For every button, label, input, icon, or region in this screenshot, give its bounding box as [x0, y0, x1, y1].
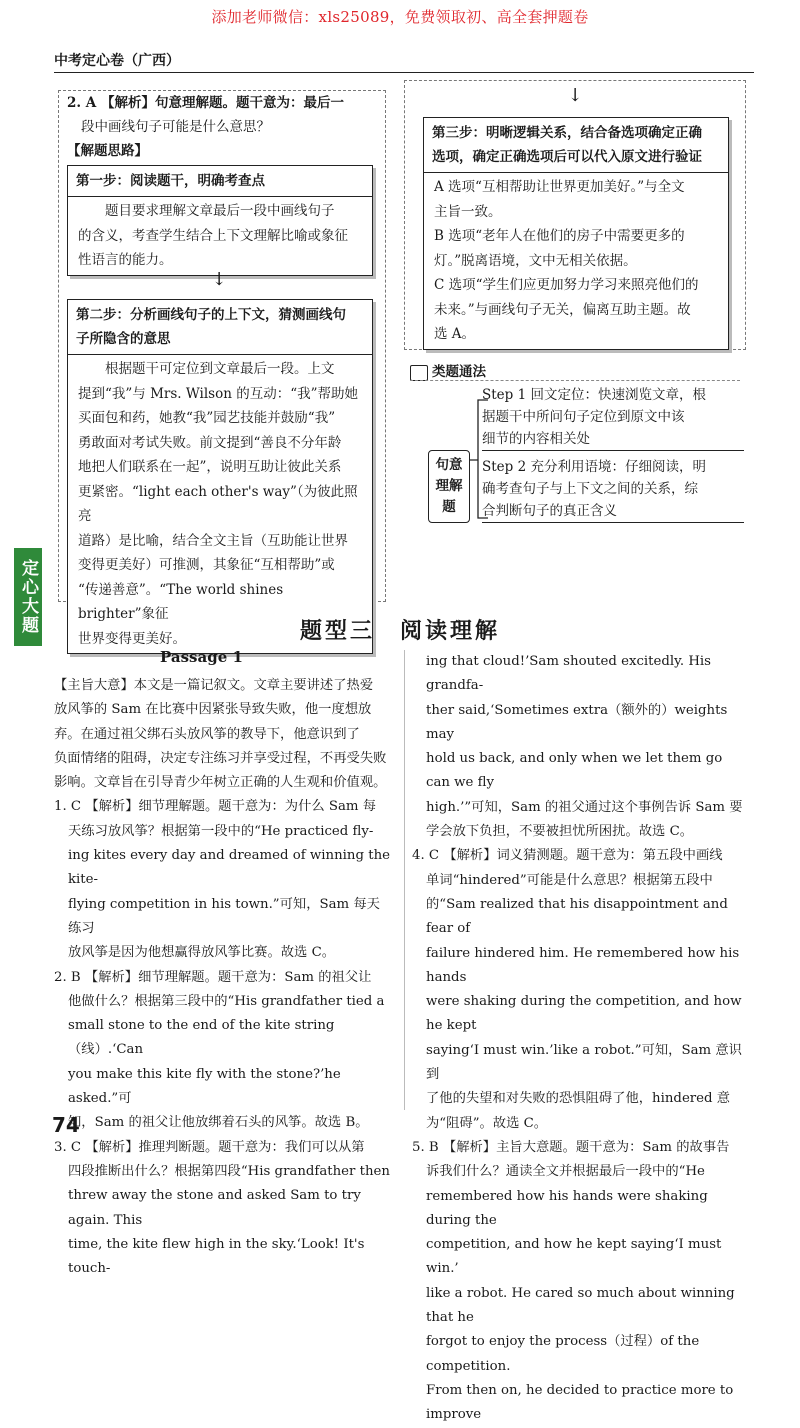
text-line: 2. B 【解析】细节理解题。题干意为：Sam 的祖父让	[54, 969, 372, 985]
step1-body: 题目要求理解文章最后一段中画线句子 的含义，考查学生结合上下文理解比喻或象征 性语言的能力。	[78, 203, 348, 268]
text-line: competition, and how he kept saying‘I must win.’	[426, 1237, 722, 1277]
q2-line: 段中画线句子可能是什么意思？	[81, 119, 270, 135]
step1-heading: 第一步：阅读题干，明确考查点	[68, 166, 372, 197]
text-line: time, the kite flew high in the sky.‘Look! It's touch-	[68, 1236, 365, 1277]
text-line: 单词“hindered”可能是什么意思？根据第五段中	[426, 872, 713, 888]
q2-explanation-panel	[58, 90, 386, 647]
text-line: 四段推断出什么？根据第四段“His grandfather then	[68, 1163, 390, 1179]
step3-panel	[404, 80, 746, 350]
text-line: you make this kite fly with the stone?’he asked.”可	[68, 1066, 341, 1107]
right-column	[412, 650, 748, 1428]
down-arrow-icon: ↓	[211, 269, 227, 290]
step2-heading: 第二步：分析画线句子的上下文，猜测画线句 子所隐含的意思	[68, 300, 372, 355]
text-line: From then on, he decided to practice more to improve	[426, 1382, 734, 1423]
text-line: 天练习放风筝？根据第一段中的“He practiced fly-	[68, 823, 374, 839]
text-line: high.’”可知，Sam 的祖父通过这个事例告诉 Sam 要	[426, 799, 743, 815]
method-step1: Step 1 回文定位：快速浏览文章，根 据题干中所问句子定位到原文中该 细节的内容相关处	[482, 384, 744, 451]
text-line: 为“阻碍”。故选 C。	[426, 1115, 548, 1131]
text-line: 5. B 【解析】主旨大意题。题干意为：Sam 的故事告	[412, 1139, 730, 1155]
text-line: like a robot. He cared so much about winning that he	[426, 1285, 735, 1326]
text-line: 【主旨大意】本文是一篇记叙文。文章主要讲述了热爱	[54, 678, 374, 693]
side-section-tab: 定心大题	[14, 548, 42, 646]
step3-body: A 选项“互相帮助让世界更加美好。”与全文 主旨一致。 B 选项“老年人在他们的房子中需要更多的 灯。”脱离语境，文中无相关依据。 C 选项“学生们应更加努力学习来照亮他们的 未来。”与画线句子无关，偏离互助主题。故 选 A。	[434, 179, 699, 342]
text-line: 他做什么？根据第三段中的“His grandfather tied a	[68, 993, 385, 1009]
column-divider	[404, 650, 405, 1110]
left-column	[54, 674, 390, 1281]
text-line: 的“Sam realized that his disappointment and fear of	[426, 896, 728, 937]
q2-line: 2. A 【解析】句意理解题。题干意为：最后一	[67, 95, 344, 111]
section-title: 题型三 阅读理解	[300, 618, 501, 644]
text-line: hold us back, and only when we let them go can we fly	[426, 751, 723, 791]
text-line: 放风筝是因为他想赢得放风筝比赛。故选 C。	[68, 945, 336, 961]
text-line: ther said,‘Sometimes extra（额外的）weights may	[426, 702, 728, 742]
top-banner: 添加老师微信：xls25089，免费领取初、高全套押题卷	[211, 8, 589, 26]
text-line: 3. C 【解析】推理判断题。题干意为：我们可以从第	[54, 1139, 365, 1155]
page-number: 74	[52, 1113, 80, 1137]
step2-box	[67, 299, 373, 654]
text-line: were shaking during the competition, and how he kept	[426, 994, 742, 1034]
text-line: flying competition in his town.”可知，Sam 每天练习	[68, 896, 380, 936]
text-line: 了他的失望和对失败的恐惧阻碍了他，hindered 意	[426, 1091, 731, 1107]
text-line: 4. C 【解析】词义猜测题。题干意为：第五段中画线	[412, 848, 723, 864]
text-line: ing kites every day and dreamed of winning the kite-	[68, 848, 391, 888]
text-line: forgot to enjoy the process（过程）of the competition.	[426, 1334, 700, 1374]
text-line: ing that cloud!’Sam shouted excitedly. His grandfa-	[426, 654, 712, 694]
text-line: 弃。在通过祖父绑石头放风筝的教导下，他意识到了	[54, 726, 360, 742]
text-line: 放风筝的 Sam 在比赛中因紧张导致失败，他一度想放	[54, 702, 372, 718]
pencil-note-icon	[410, 365, 428, 381]
text-line: small stone to the end of the kite string（线）.‘Can	[68, 1018, 335, 1058]
step3-box	[423, 117, 729, 350]
text-line: 知，Sam 的祖父让他放绑着石头的风筝。故选 B。	[68, 1115, 369, 1131]
book-title: 中考定心卷（广西）	[54, 53, 180, 69]
method-step2: Step 2 充分利用语境：仔细阅读，明 确考查句子与上下文之间的关系，综 合判断句子的真正含义	[482, 456, 744, 523]
text-line: failure hindered him. He remembered how his hands	[426, 945, 740, 985]
step2-body: 根据题干可定位到文章最后一段。上文 提到“我”与 Mrs. Wilson 的互动：“我”帮助她 买面包和药，她教“我”园艺技能并鼓励“我” 勇敢面对考试失败。前文提到“善良不分年龄 地把人们联系在一起”，说明互助让彼此关系 更紧密。“light each other's way”（为彼此照亮 道路）是比喻，结合全文主旨（互助能让世界 变得更美好）可推测，其象征“互相帮助”或 “传递善意”。“The world shines brighter”象征 世界变得更美好。	[78, 361, 358, 647]
method-label: 类题通法	[410, 360, 486, 381]
text-line: 负面情绪的阻碍，决定专注练习并享受过程，不再受失败	[54, 750, 387, 766]
header-divider	[54, 72, 754, 73]
method-underline	[410, 380, 740, 381]
step3-heading: 第三步：明晰逻辑关系，结合备选项确定正确 选项，确定正确选项后可以代入原文进行验证	[424, 118, 728, 173]
method-root-node: 句意 理解 题	[428, 450, 470, 523]
passage-title: Passage 1	[160, 648, 243, 666]
down-arrow-icon: ↓	[567, 85, 583, 106]
text-line: 诉我们什么？通读全文并根据最后一段中的“He	[426, 1164, 705, 1180]
text-line: remembered how his hands were shaking during the	[426, 1188, 708, 1228]
text-line: 影响。文章旨在引导青少年树立正确的人生观和价值观。	[54, 775, 387, 791]
text-line: threw away the stone and asked Sam to try again. This	[68, 1188, 361, 1228]
text-line: saying‘I must win.’like a robot.”可知，Sam 意识到	[426, 1042, 742, 1083]
text-line: 1. C 【解析】细节理解题。题干意为：为什么 Sam 每	[54, 799, 377, 815]
step1-box	[67, 165, 373, 276]
solve-idea-label: 【解题思路】	[67, 143, 148, 159]
text-line: 学会放下负担，不要被担忧所困扰。故选 C。	[426, 824, 694, 840]
